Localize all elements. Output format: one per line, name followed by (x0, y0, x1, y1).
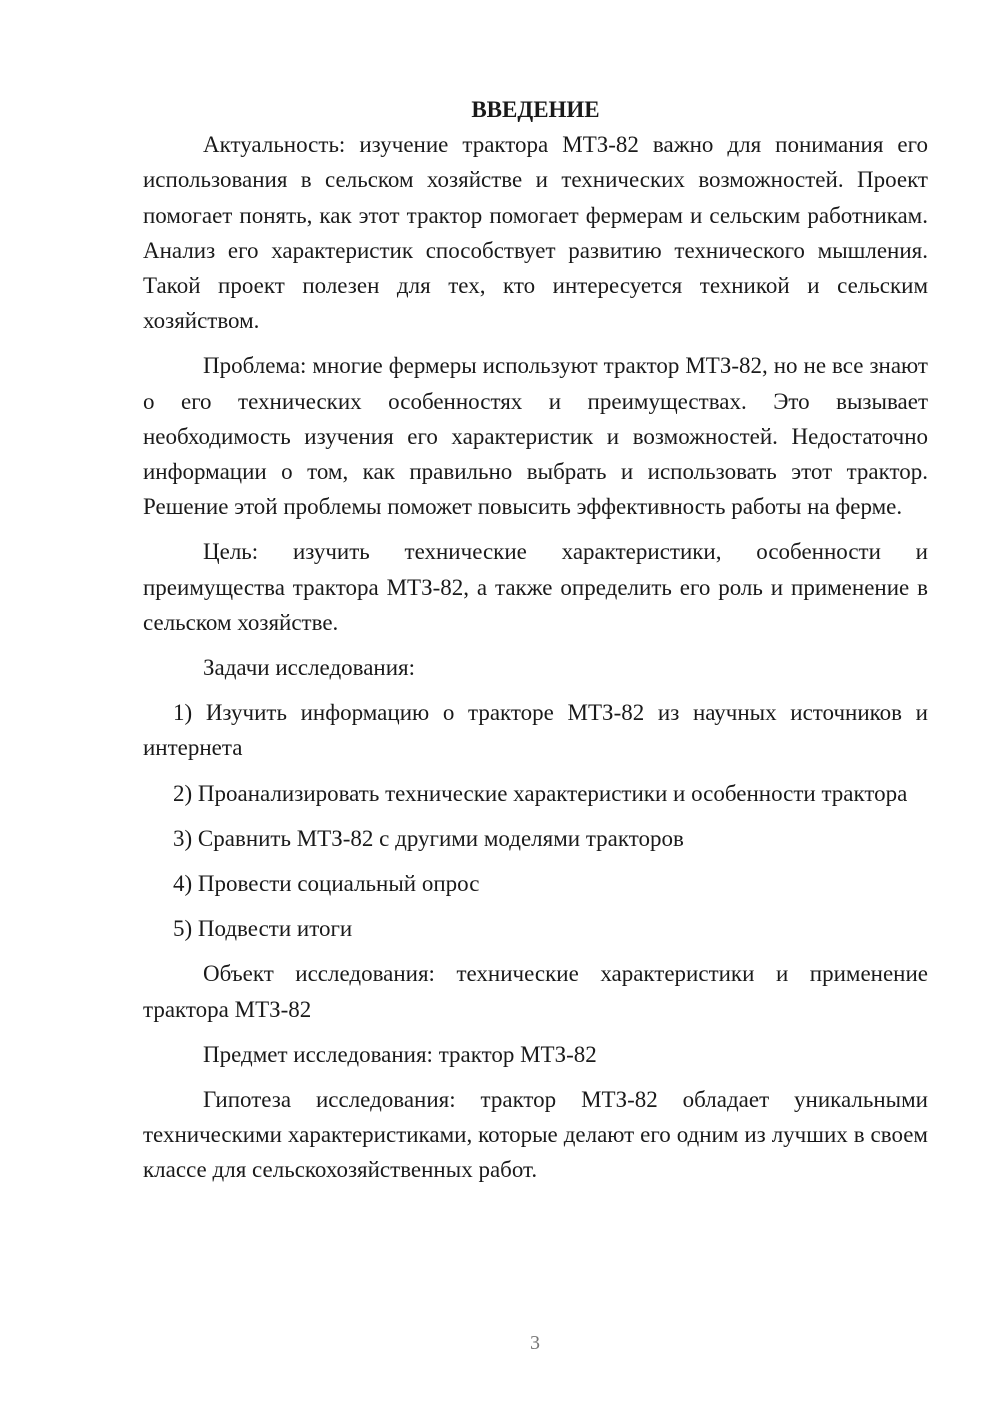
hypothesis-paragraph: Гипотеза исследования: трактор МТЗ-82 обладает уникальными техническими характеристиками, которые делают его одним из лучших в своем классе для сельскохозяйственных работ. (143, 1087, 928, 1183)
goal-paragraph: Цель: изучить технические характеристики, особенности и преимущества трактора МТЗ-82, а также определить его роль и применение в сельском хозяйстве. (143, 539, 928, 635)
document-page (143, 92, 928, 1198)
object-paragraph: Объект исследования: технические характеристики и применение трактора МТЗ-82 (143, 961, 928, 1022)
page-number: 3 (530, 1332, 540, 1354)
relevance-paragraph: Актуальность: изучение трактора МТЗ-82 важно для понимания его использования в сельском хозяйстве и технических возможностей. Проект помогает понять, как этот трактор помогает фермерам и сельским работникам. Анализ его характеристик способствует развитию технического мышления. Такой проект полезен для тех, кто интересуется техникой и сельским хозяйством. (143, 132, 928, 334)
tasks-heading: Задачи исследования: (203, 655, 416, 681)
task-item-4: 4) Провести социальный опрос (173, 871, 480, 897)
task-item-3: 3) Сравнить МТЗ-82 с другими моделями тракторов (173, 825, 684, 851)
subject-paragraph: Предмет исследования: трактор МТЗ-82 (203, 1041, 597, 1067)
section-title: ВВЕДЕНИЕ (471, 97, 600, 122)
task-item-5: 5) Подвести итоги (173, 916, 353, 942)
task-item-1: 1) Изучить информацию о тракторе МТЗ-82 из научных источников и интернета (143, 700, 928, 761)
task-item-2: 2) Проанализировать технические характеристики и особенности трактора (173, 780, 908, 806)
problem-paragraph: Проблема: многие фермеры используют трактор МТЗ-82, но не все знают о его технических особенностях и преимуществах. Это вызывает необходимость изучения его характеристик и возможностей. Недостаточно информации о том, как правильно выбрать и использовать этот трактор. Решение этой проблемы поможет повысить эффективность работы на ферме. (143, 353, 928, 520)
